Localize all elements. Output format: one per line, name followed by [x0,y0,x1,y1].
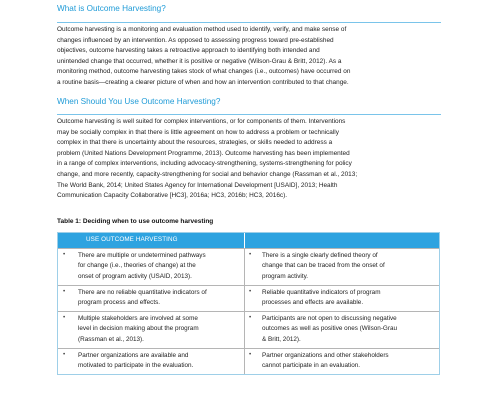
paragraph-line: Outcome harvesting is well suited for complex interventions, or for components of them. Interventions [57,118,346,125]
cell-line: program activity. [262,272,309,280]
paragraph-line: Communication Capacity Collaborative [HC3], 2016a; HC3, 2016b; HC3, 2016c). [57,192,288,200]
cell-line: Reliable quantitative indicators of program [262,289,381,296]
cell-line: motivated to participate in the evaluation. [78,362,194,370]
paragraph-line: in a range of complex interventions, including advocacy-strengthening, systems-strengthening for policy [57,160,352,168]
decision-table [57,232,440,375]
table-cell-use [58,312,245,348]
section-heading-when-use: When Should You Use Outcome Harvesting? [57,97,221,106]
section-paragraph-what-is [57,25,441,89]
cell-line: processes and effects are available. [262,299,364,307]
cell-text [262,288,380,309]
table-cell-use [58,349,245,374]
cell-line: There is a single clearly defined theory of [262,252,378,259]
section-paragraph-when-use [57,117,441,202]
cell-line: Multiple stakeholders are involved at some [78,315,198,322]
cell-text [78,251,206,282]
cell-line: There are multiple or undetermined pathways [78,252,206,259]
table-row [58,248,439,285]
bullet-icon: • [249,251,252,258]
table-cell-use [58,286,245,311]
table-cell-use [58,249,245,285]
bullet-icon: • [249,314,252,321]
cell-line: There are no reliable quantitative indicators of [78,289,207,296]
cell-line: outcomes as well as positive ones (Wilson-Grau [262,325,398,333]
cell-text [262,351,389,372]
cell-text [262,251,385,282]
cell-line: onset of program activity (USAID, 2013). [78,272,192,280]
paragraph-line: monitoring method, outcome harvesting takes stock of what changes (i.e., outcomes) have occurred on [57,68,351,76]
cell-line: Partner organizations are available and [78,352,189,359]
table-row [58,285,439,311]
cell-line: program process and effects. [78,299,161,307]
section-heading-what-is: What is Outcome Harvesting? [57,4,166,13]
section-divider [57,114,441,115]
bullet-icon: • [63,251,66,258]
table-header-label: USE OUTCOME HARVESTING [86,236,178,243]
paragraph-line: may be socially complex in that there is little agreement on how to address a problem or technically [57,128,339,136]
paragraph-line: Outcome harvesting is a monitoring and evaluation method used to identify, verify, and make sense of [57,26,347,33]
section-divider [57,22,441,23]
table-caption: Table 1: Deciding when to use outcome harvesting [57,218,214,225]
bullet-icon: • [249,288,252,295]
cell-line: for change (i.e., theories of change) at the [78,262,196,270]
cell-text [78,351,193,372]
cell-line: (Rassman et al., 2013). [78,335,144,343]
cell-line: Participants are not open to discussing negative [262,315,397,322]
bullet-icon: • [249,351,252,358]
cell-line: level in decision making about the program [78,325,199,333]
cell-line: & Britt, 2012). [262,335,301,343]
paragraph-line: problem (United Nations Development Programme, 2013). Outcome harvesting has been implemented [57,149,350,157]
table-header-cell [58,233,245,248]
cell-text [262,314,397,345]
table-row [58,348,439,374]
cell-line: change that can be traced from the onset of [262,262,385,270]
paragraph-line: The World Bank, 2014; United States Agency for International Development [USAID], 2013; Health [57,181,338,189]
cell-line: Partner organizations and other stakeholders [262,352,389,359]
bullet-icon: • [63,288,66,295]
paragraph-line: objectives, outcome harvesting takes a retroactive approach to identifying both intended and [57,47,320,55]
paragraph-line: unintended change that occurred, whether it is positive or negative (Wilson-Grau & Britt, 2012). As a [57,57,342,65]
paragraph-line: change, and more recently, capacity-strengthening for social and behavior change (Rassman et al., 2013; [57,170,358,178]
paragraph-line: changes influenced by an intervention. As opposed to assessing progress toward pre-established [57,36,334,44]
paragraph-line: complex in that there is uncertainty about the resources, strategies, or skills needed to address a [57,139,333,147]
cell-text [78,288,207,309]
cell-text [78,314,199,345]
table-row [58,311,439,348]
cell-line: cannot participate in an evaluation. [262,362,361,370]
bullet-icon: • [63,351,66,358]
table-header-row [58,233,439,248]
bullet-icon: • [63,314,66,321]
paragraph-line: a routine basis—creating a clearer picture of when and how an intervention contributed to that change. [57,78,349,86]
